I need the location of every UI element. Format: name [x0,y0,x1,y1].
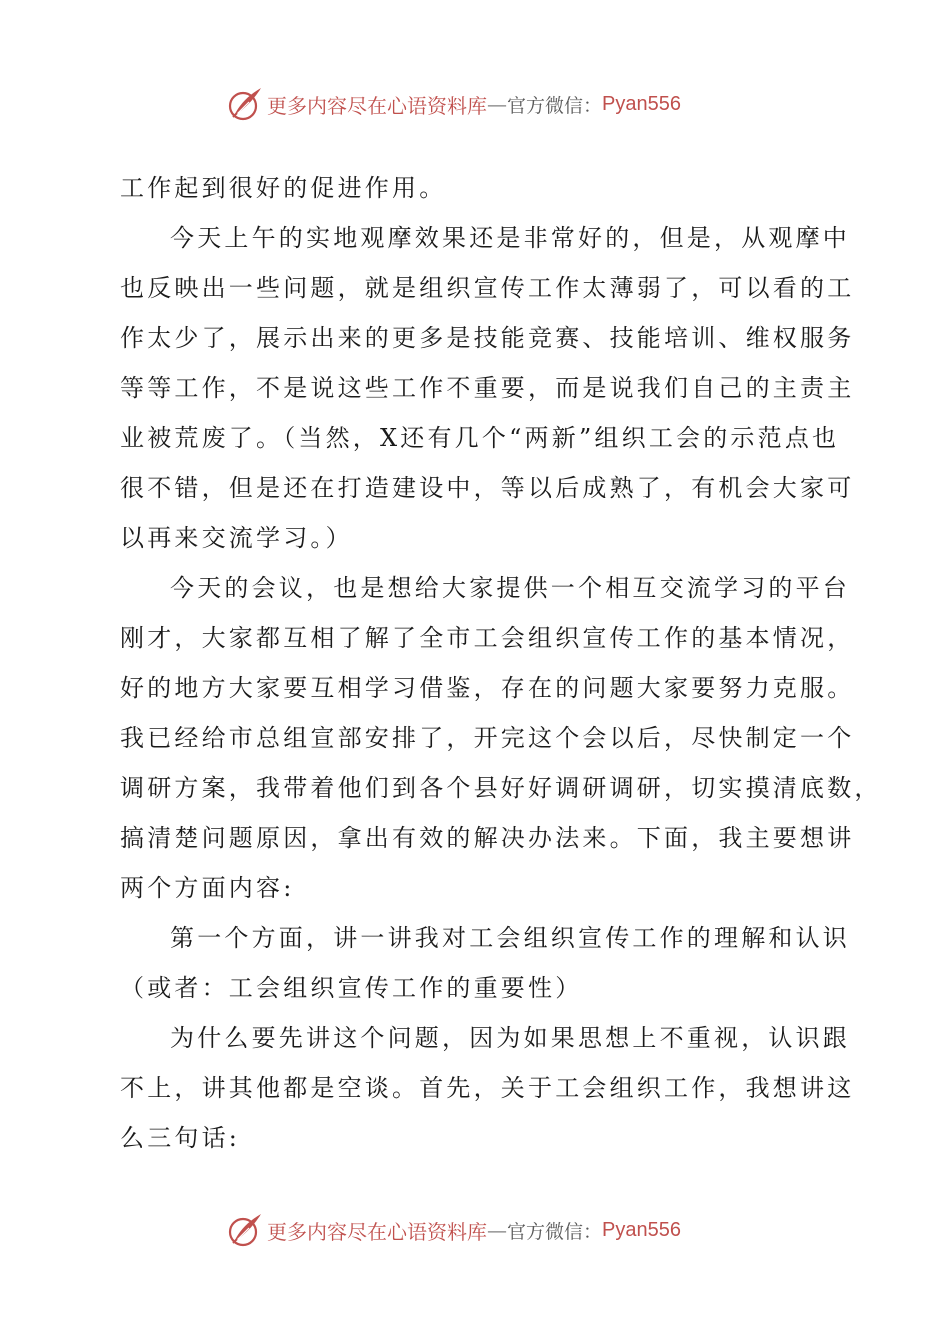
paragraph-line: 以再来交流学习。） [120,524,353,552]
paragraph-line: 今天的会议，也是想给大家提供一个相互交流学习的平台 [170,574,850,602]
paragraph-line: 业被荒废了。（当然，X还有几个“两新”组织工会的示范点也 [120,424,840,452]
paragraph-line: 等等工作，不是说这些工作不重要，而是说我们自己的主责主 [120,374,855,402]
banner-dash: — [487,92,507,116]
paragraph-line: 也反映出一些问题，就是组织宣传工作太薄弱了，可以看的工 [120,274,855,302]
paragraph-line: 好的地方大家要互相学习借鉴，存在的问题大家要努力克服。 [120,674,855,702]
paragraph-line: 工作起到很好的促进作用。 [120,174,447,202]
paragraph-line: 今天上午的实地观摩效果还是非常好的，但是，从观摩中 [170,224,850,252]
header-banner [225,82,745,126]
section-heading-line: 第一个方面，讲一讲我对工会组织宣传工作的理解和认识 [170,924,850,952]
banner-dash: — [487,1218,507,1242]
banner-brand-text: 更多内容尽在心语资料库 [267,93,487,118]
paragraph-line: 两个方面内容: [120,874,295,902]
paragraph-line: 作太少了，展示出来的更多是技能竞赛、技能培训、维权服务 [120,324,855,352]
banner-wechat-label: 官方微信： [507,1220,603,1243]
banner-wechat-id: Pyan556 [602,92,681,115]
banner-wechat-id: Pyan556 [602,1218,681,1241]
paragraph-line: 我已经给市总组宣部安排了，开完这个会以后，尽快制定一个 [120,724,855,752]
paragraph-line: 搞清楚问题原因，拿出有效的解决办法来。下面，我主要想讲 [120,824,855,852]
quill-pen-logo-icon [225,1210,265,1250]
paragraph-line: 么三句话: [120,1124,241,1152]
banner-brand-text: 更多内容尽在心语资料库 [267,1219,487,1244]
paragraph-line: 不上，讲其他都是空谈。首先，关于工会组织工作，我想讲这 [120,1074,855,1102]
paragraph-line: 调研方案，我带着他们到各个县好好调研调研，切实摸清底数， [120,774,882,802]
paragraph-line: 很不错，但是还在打造建设中，等以后成熟了，有机会大家可 [120,474,855,502]
paragraph-line: 为什么要先讲这个问题，因为如果思想上不重视，认识跟 [170,1024,850,1052]
section-heading-line: （或者：工会组织宣传工作的重要性） [120,974,583,1002]
paragraph-line: 刚才，大家都互相了解了全市工会组织宣传工作的基本情况， [120,624,855,652]
banner-wechat-label: 官方微信： [507,94,603,117]
footer-banner [225,1208,745,1252]
quill-pen-logo-icon [225,84,265,124]
